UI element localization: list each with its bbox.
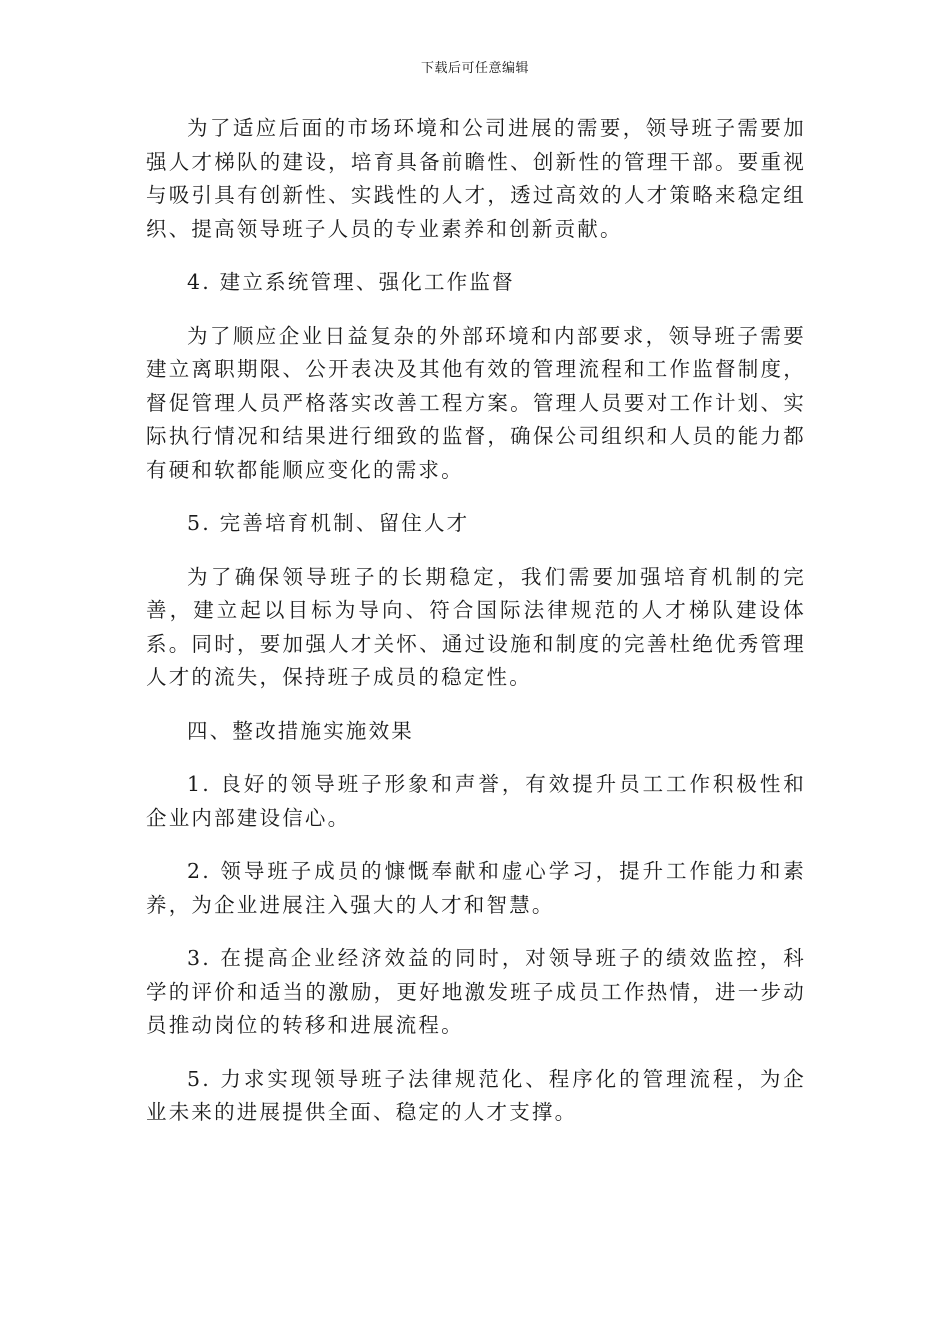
document-body	[146, 112, 806, 1150]
list-item-effect-3: 3. 在提高企业经济效益的同时，对领导班子的绩效监控，科学的评价和适当的激励，更好地激发班子成员工作热情，进一步动员推动岗位的转移和进展流程。	[146, 946, 806, 1037]
paragraph-talent-echelon: 为了适应后面的市场环境和公司进展的需要，领导班子需要加强人才梯队的建设，培育具备前瞻性、创新性的管理干部。要重视与吸引具有创新性、实践性的人才，透过高效的人才策略来稳定组织、提高领导班子人员的专业素养和创新贡献。	[146, 116, 806, 241]
section-heading-rectification-effects: 四、整改措施实施效果	[187, 718, 414, 743]
section-heading-training-mechanism: 5. 完善培育机制、留住人才	[187, 511, 470, 535]
list-item-effect-2: 2. 领导班子成员的慷慨奉献和虚心学习，提升工作能力和素养，为企业进展注入强大的人才和智慧。	[146, 859, 806, 917]
list-item-effect-5: 5. 力求实现领导班子法律规范化、程序化的管理流程，为企业未来的进展提供全面、稳定的人才支撑。	[146, 1066, 806, 1124]
page-header: 下载后可任意编辑	[420, 61, 529, 76]
list-item-effect-1: 1. 良好的领导班子形象和声誉，有效提升员工工作积极性和企业内部建设信心。	[146, 772, 806, 830]
paragraph-retain-talent: 为了确保领导班子的长期稳定，我们需要加强培育机制的完善，建立起以目标为导向、符合国际法律规范的人才梯队建设体系。同时，要加强人才关怀、通过设施和制度的完善杜绝优秀管理人才的流失，保持班子成员的稳定性。	[146, 564, 806, 689]
section-heading-system-management: 4. 建立系统管理、强化工作监督	[187, 270, 515, 294]
paragraph-work-supervision: 为了顺应企业日益复杂的外部环境和内部要求，领导班子需要建立离职期限、公开表决及其他有效的管理流程和工作监督制度，督促管理人员严格落实改善工程方案。管理人员要对工作计划、实际执行情况和结果进行细致的监督，确保公司组织和人员的能力都有硬和软都能顺应变化的需求。	[146, 323, 806, 482]
